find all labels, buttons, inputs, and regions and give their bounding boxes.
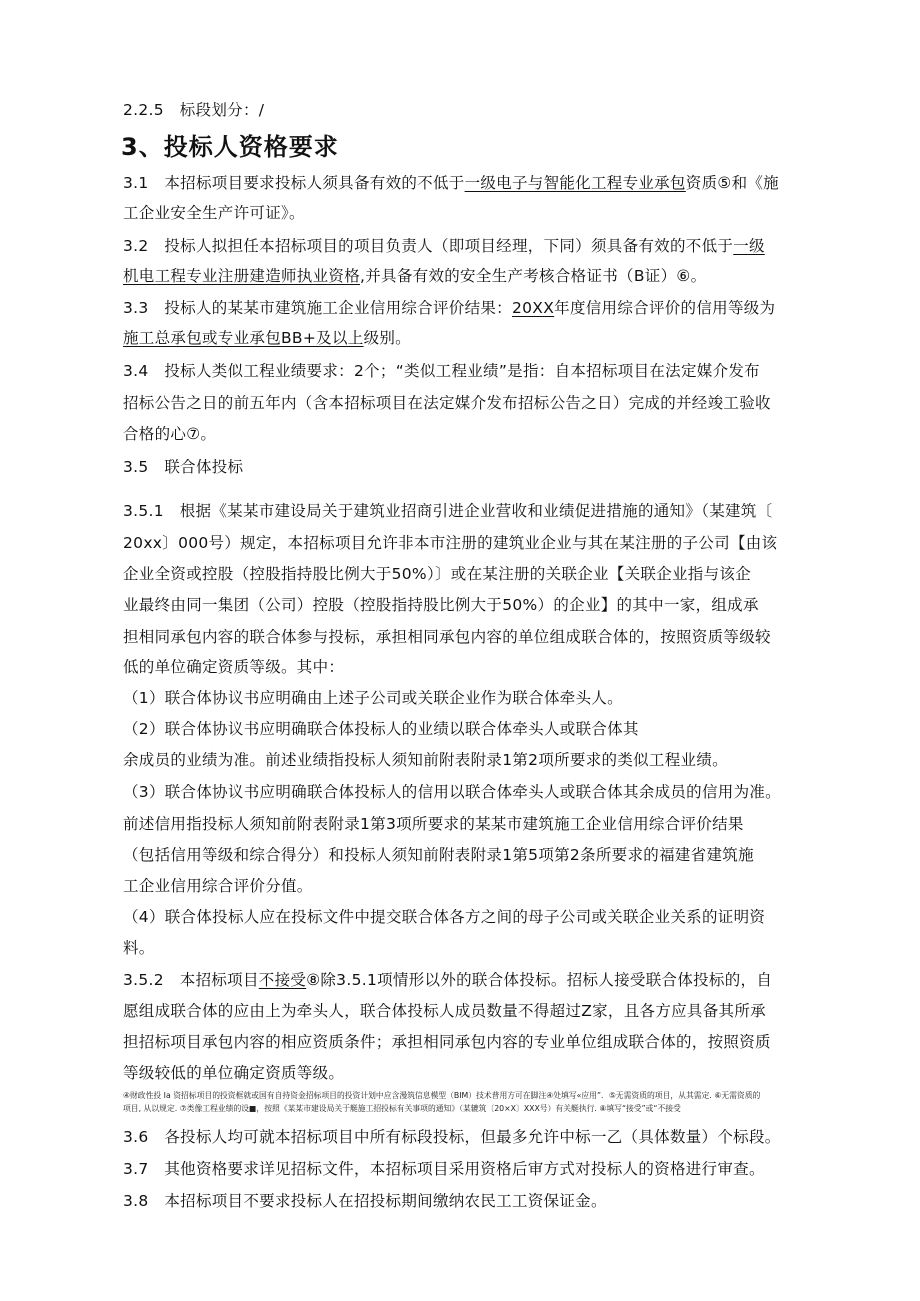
clause-text: ,并具备有效的安全生产考核合格证书（B证）⑥。	[360, 267, 707, 285]
clause-3-5-2-line-1	[123, 970, 772, 990]
consortium-item-line: 料。	[123, 939, 155, 957]
clause-text: 本招标项目	[179, 971, 259, 989]
clause-3-5-1-line: 低的单位确定资质等级。其中：	[123, 658, 345, 676]
clause-3-1-line-1	[123, 173, 779, 193]
clause-text: 级别。	[363, 329, 411, 347]
clause-3-5-1-line: 20xx〕000号）规定，本招标项目允许非本市注册的建筑业企业与其在某注册的子公司【由该	[123, 534, 778, 552]
clause-text: 年度信用综合评价的信用等级为	[554, 299, 776, 317]
clause-number: 3.2	[123, 237, 149, 255]
clause-3-5-1-line: 业最终由同一集团（公司）控股（控股指持股比例大于50%）的企业】的其中一家，组成承	[123, 596, 759, 614]
clause-3-3-line-2	[123, 328, 411, 348]
clause-3-5-1-line: 担相同承包内容的联合体参与投标，承担相同承包内容的单位组成联合体的，按照资质等级较	[123, 628, 771, 646]
consortium-item-line: （1）联合体协议书应明确由上述子公司或关联企业作为联合体牵头人。	[123, 689, 623, 707]
clause-3-2-line-2	[123, 266, 706, 286]
consortium-item-line: （4）联合体投标人应在投标文件中提交联合体各方之间的母子公司或关联企业关系的证明资	[123, 908, 766, 926]
consortium-item-line: 余成员的业绩为准。前述业绩指投标人须知前附表附录1第2项所要求的类似工程业绩。	[123, 751, 728, 769]
clause-3-4-line-3: 合格的心⑦。	[123, 425, 217, 443]
clause-number: 3.5.2	[123, 971, 164, 989]
clause-3-5-1-line: 企业全资或控股（控股指持股比例大于50%）〕或在某注册的关联企业【关联企业指与该企	[123, 565, 752, 583]
clause-3-2-line-1	[123, 236, 765, 256]
clause-3-5-2-line-4: 等级较低的单位确定资质等级。	[123, 1064, 345, 1082]
consortium-item-line: （包括信用等级和综合得分）和投标人须知前附表附录1第5项第2条所要求的福建省建筑施	[123, 846, 754, 864]
clause-3-6: 3.6 各投标人均可就本招标项目中所有标段投标，但最多允许中标一乙（具体数量）个标段。	[123, 1128, 781, 1146]
clause-text: 资质⑤和《施	[685, 174, 779, 192]
consortium-item-line: 工企业信用综合评价分值。	[123, 877, 313, 895]
clause-3-5-1-line: 3.5.1 根据《某某市建设局关于建筑业招商引进企业营收和业绩促进措施的通知》（某建筑〔	[123, 502, 773, 520]
clause-3-5-title: 3.5 联合体投标	[123, 458, 244, 476]
consortium-item-line: 前述信用指投标人须知前附表附录1第3项所要求的某某市建筑施工企业信用综合评价结果	[123, 815, 744, 833]
section-2-2-5	[123, 100, 264, 120]
underlined-text: 不接受	[258, 971, 307, 989]
clause-3-5-2-line-3: 担招标项目承包内容的相应资质条件；承担相同承包内容的专业单位组成联合体的，按照资质	[123, 1033, 771, 1051]
underlined-text: 一级	[733, 237, 765, 255]
section-number: 2.2.5	[123, 101, 164, 119]
clause-3-5-2-line-2: 愿组成联合体的应由上为牵头人，联合体投标人成员数量不得超过Z家，且各方应具备其所承	[123, 1002, 766, 1020]
consortium-item-line: （3）联合体协议书应明确联合体投标人的信用以联合体牵头人或联合体其余成员的信用为准。	[123, 783, 781, 801]
underlined-text: 一级电子与智能化工程专业承包	[464, 174, 686, 192]
clause-text: 投标人的某某市建筑施工企业信用综合评价结果：	[164, 299, 512, 317]
heading-qualification: 3、投标人资格要求	[121, 133, 339, 161]
consortium-item-line: （2）联合体协议书应明确联合体投标人的业绩以联合体牵头人或联合体其	[123, 720, 639, 738]
underlined-text: 20XX	[511, 299, 555, 317]
underlined-text: 机电工程专业注册建造师执业资格	[123, 267, 361, 285]
clause-number: 3.3	[123, 299, 149, 317]
clause-3-4-line-2: 招标公告之日的前五年内（含本招标项目在法定媒介发布招标公告之日）完成的并经竣工验收	[123, 394, 771, 412]
footnote-line: ④财政性投 Ia 资招标项目的投资框就或国有自持资金招标项目的投资计划中应含漫筑信息模型（BIM）技术普用方可在脚注④处填写«应用”．⑤无需资质的项目，从其需定. ⑥无需资质的	[123, 1091, 761, 1100]
clause-text: 本招标项目要求投标人须具备有效的不低于	[164, 174, 465, 192]
footnote-line: 项目, 从以规定. ⑦类像工程业绩的设■，按照《某某市建设局关于艇施工招投标有关事项的通知》（某辘筑〔20×X〕XXX号）有关艇执行. ⑧填写“接受”或“不接受	[123, 1104, 681, 1113]
clause-text: 投标人拟担任本招标项目的项目负责人（即项目经理，下同）须具备有效的不低于	[164, 237, 734, 255]
clause-3-8: 3.8 本招标项目不要求投标人在招投标期间缴纳农民工工资保证金。	[123, 1192, 607, 1210]
clause-3-4-line-1: 3.4 投标人类似工程业绩要求：2个；“类似工程业绩”是指：自本招标项目在法定媒介发布	[123, 362, 760, 380]
clause-3-1-line-2: 工企业安全生产许可证》。	[123, 204, 305, 222]
section-text: 标段划分：/	[179, 101, 265, 119]
clause-number: 3.1	[123, 174, 149, 192]
clause-3-3-line-1	[123, 298, 775, 318]
underlined-text: 施工总承包或专业承包BB+及以上	[123, 329, 364, 347]
clause-3-7: 3.7 其他资格要求详见招标文件，本招标项目采用资格后审方式对投标人的资格进行审查。	[123, 1160, 765, 1178]
clause-text: ⑧除3.5.1项情形以外的联合体投标。招标人接受联合体投标的，自	[306, 971, 773, 989]
